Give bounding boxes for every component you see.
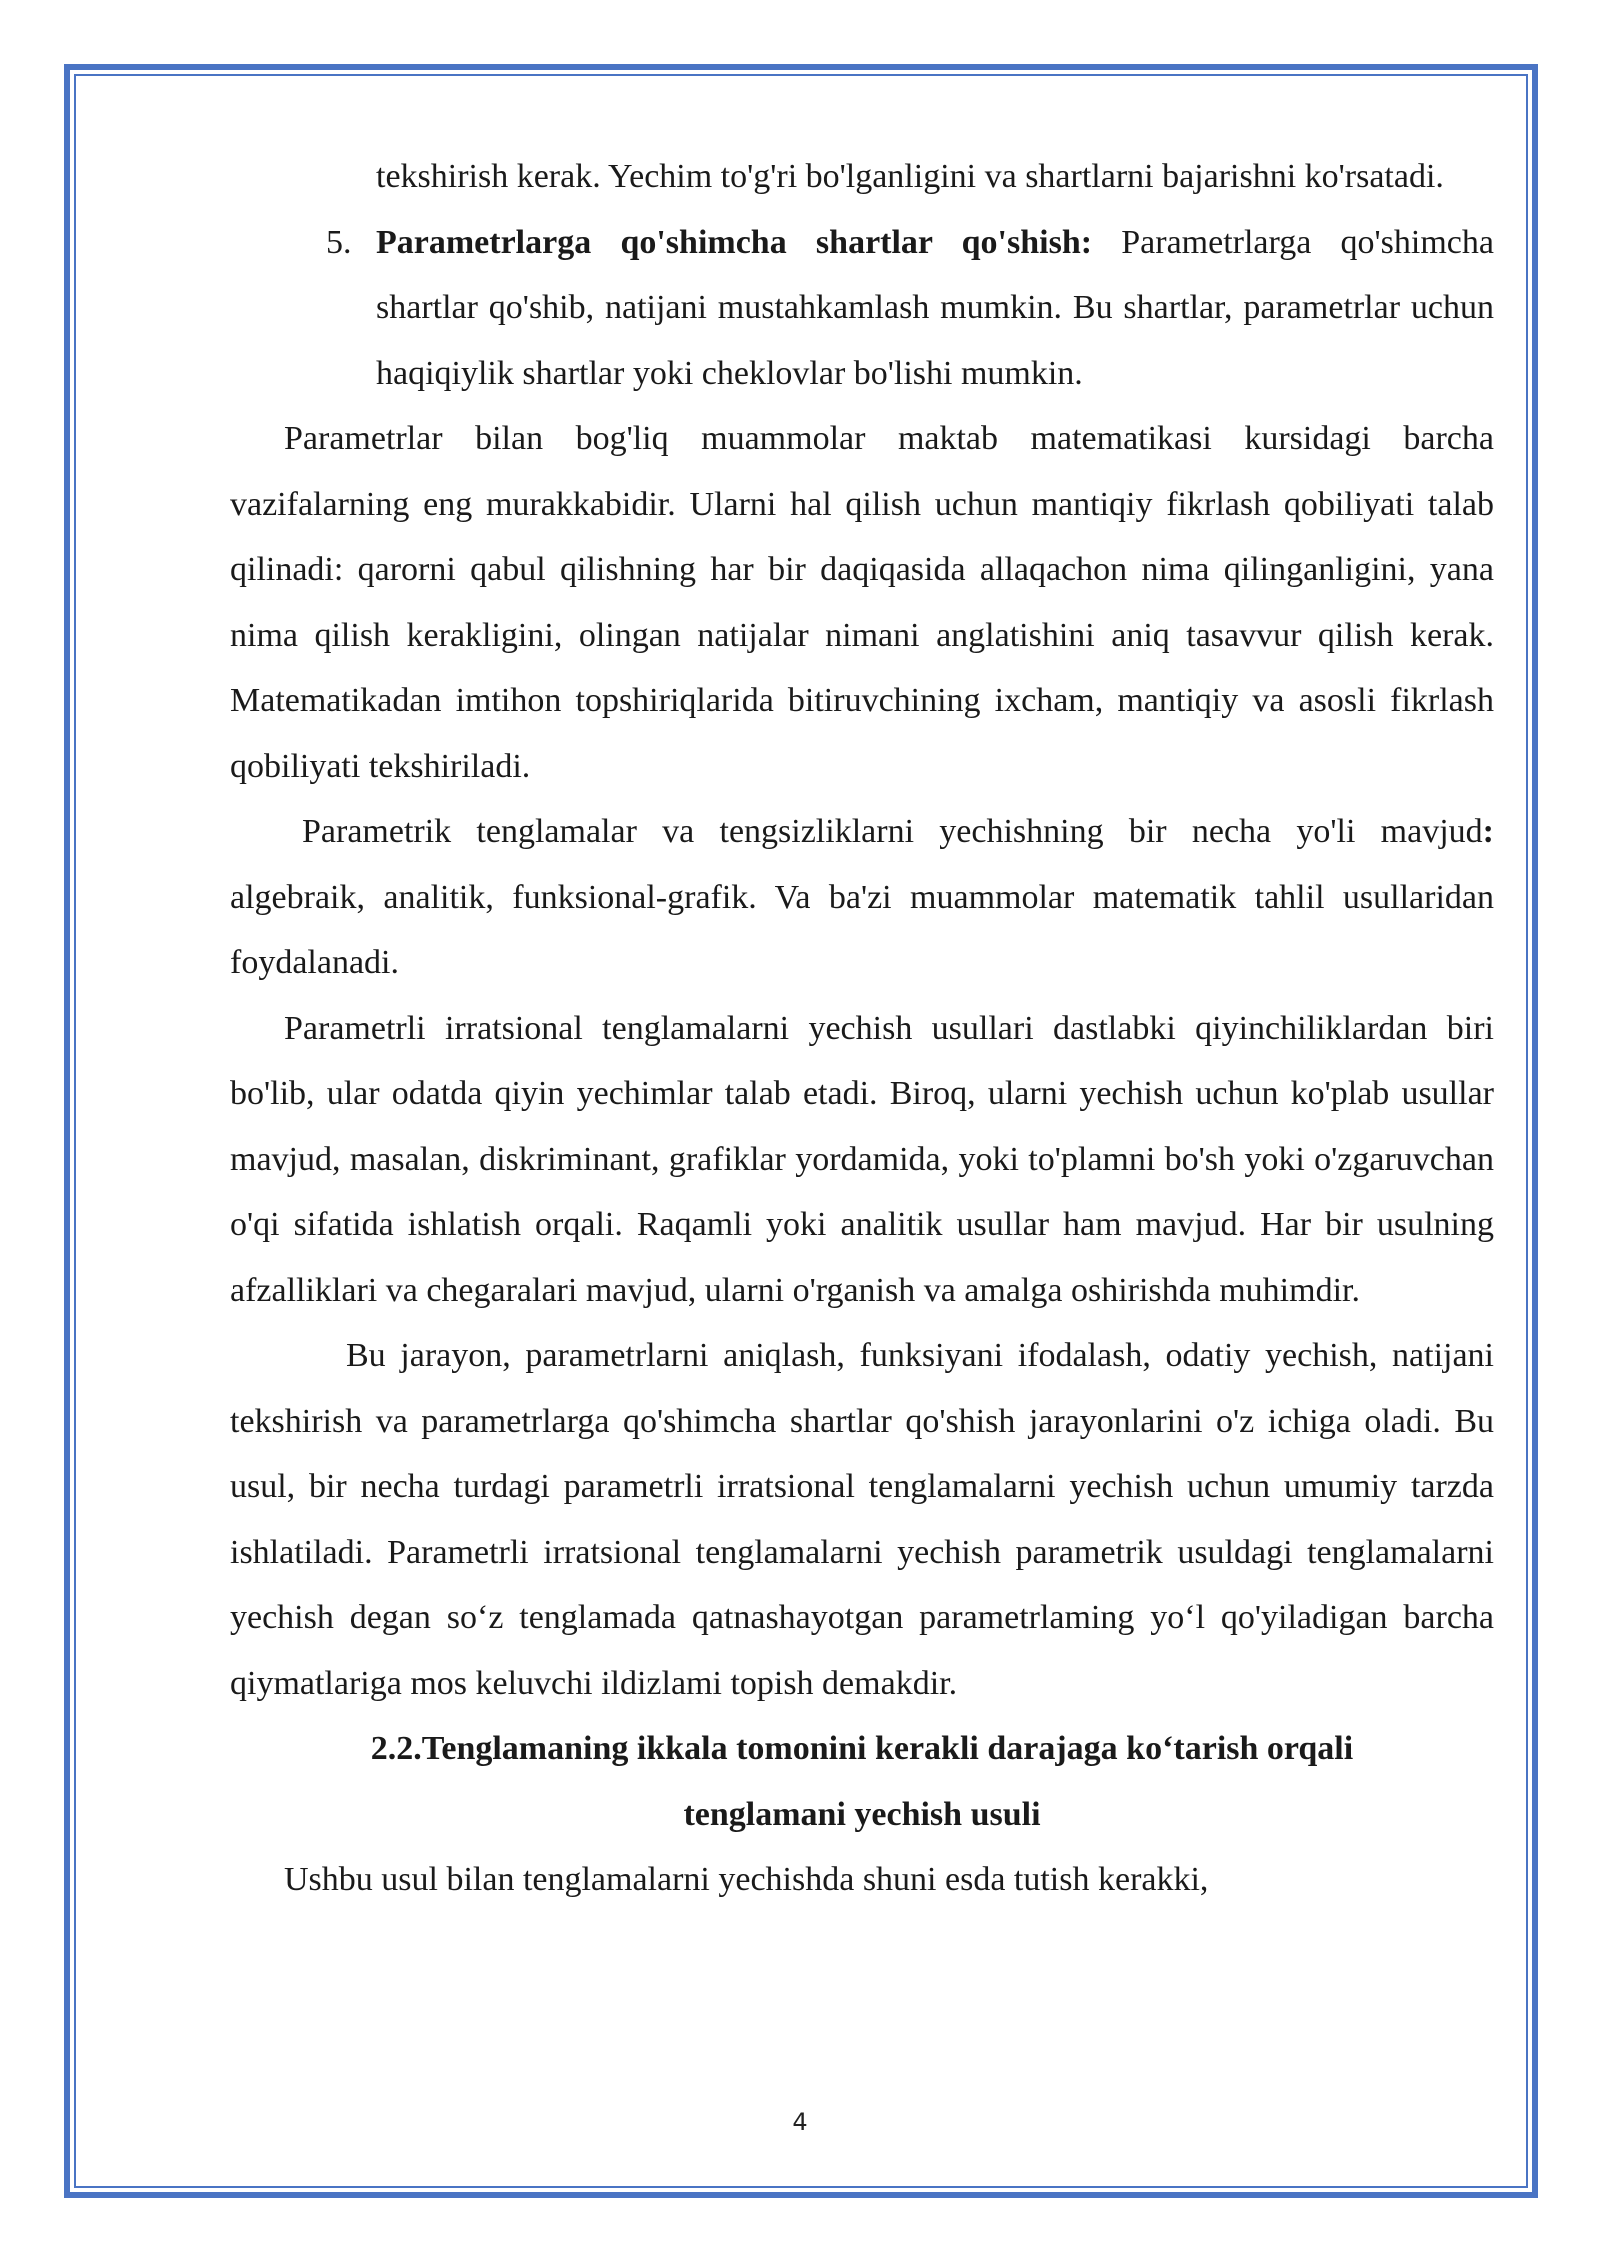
list-number: 5. — [326, 223, 352, 261]
paragraph-1: Parametrlar bilan bog'liq muammolar maktab matematikasi kursidagi barcha vazifalarning eng murakkabidir. Ularni hal qilish uchun mantiqiy fikrlash qobiliyati talab qilinadi: qarorni qabul qilishning har bir daqiqasida allaqachon nima qilinganligini, yana nima qilish kerakligini, olingan natijalar nimani anglatishini aniq tasavvur qilish kerak. Matematikadan imtihon topshiriqlarida bitiruvchining ixcham, mantiqiy va asosli fikrlash qobiliyati tekshiriladi. — [230, 420, 1494, 785]
paragraph-2-lead: Parametrik tenglamalar va tengsizliklarni yechishning bir necha yo'li mavjud — [302, 813, 1483, 850]
page-body — [230, 144, 1494, 1913]
list-item-body: Parametrlarga qo'shimcha shartlar qo'shib, natijani mustahkamlash mumkin. Bu shartlar, parametrlar uchun haqiqiylik shartlar yoki cheklovlar bo'lishi mumkin. — [376, 223, 1494, 392]
paragraph-2-rest: algebraik, analitik, funksional-grafik. Va ba'zi muammolar matematik tahlil usullaridan foydalanadi. — [230, 878, 1494, 981]
list-item-title: Parametrlarga qo'shimcha shartlar qo'shish: — [376, 223, 1093, 261]
list-item-text — [376, 210, 1494, 407]
paragraph-5: Ushbu usul bilan tenglamalarni yechishda shuni esda tutish kerakki, — [284, 1861, 1209, 1898]
page-number: 4 — [792, 2108, 808, 2136]
paragraph-3: Parametrli irratsional tenglamalarni yechish usullari dastlabki qiyinchiliklardan biri bo'lib, ular odatda qiyin yechimlar talab etadi. Biroq, ularni yechish uchun ko'plab usullar mavjud, masalan, diskriminant, grafiklar yordamida, yoki to'plamni bo'sh yoki o'zgaruvchan o'qi sifatida ishlatish orqali. Raqamli yoki analitik usullar ham mavjud. Har bir usulning afzalliklari va chegaralari mavjud, ularni o'rganish va amalga oshirishda muhimdir. — [230, 1009, 1494, 1309]
list-item-5 — [230, 210, 1494, 407]
paragraph-2 — [230, 799, 1494, 996]
section-heading: 2.2.Tenglamaning ikkala tomonini kerakli darajaga ko‘tarish orqali tenglamani yechish usuli — [370, 1730, 1354, 1833]
paragraph-2-colon: : — [1482, 813, 1494, 850]
paragraph-4: Bu jarayon, parametrlarni aniqlash, funksiyani ifodalash, odatiy yechish, natijani tekshirish va parametrlarga qo'shimcha shartlar qo'shish jarayonlarini o'z ichiga oladi. Bu usul, bir necha turdagi parametrli irratsional tenglamalarni yechish uchun umumiy tarzda ishlatiladi. Parametrli irratsional tenglamalarni yechish parametrik usuldagi tenglamalarni yechish degan so‘z tenglamada qatnashayotgan parametrlaming yo‘l qo'yiladigan barcha qiymatlariga mos keluvchi ildizlami topish demakdir. — [230, 1337, 1494, 1702]
paragraph-continuation: tekshirish kerak. Yechim to'g'ri bo'lganligini va shartlarni bajarishni ko'rsatadi. — [376, 158, 1444, 195]
